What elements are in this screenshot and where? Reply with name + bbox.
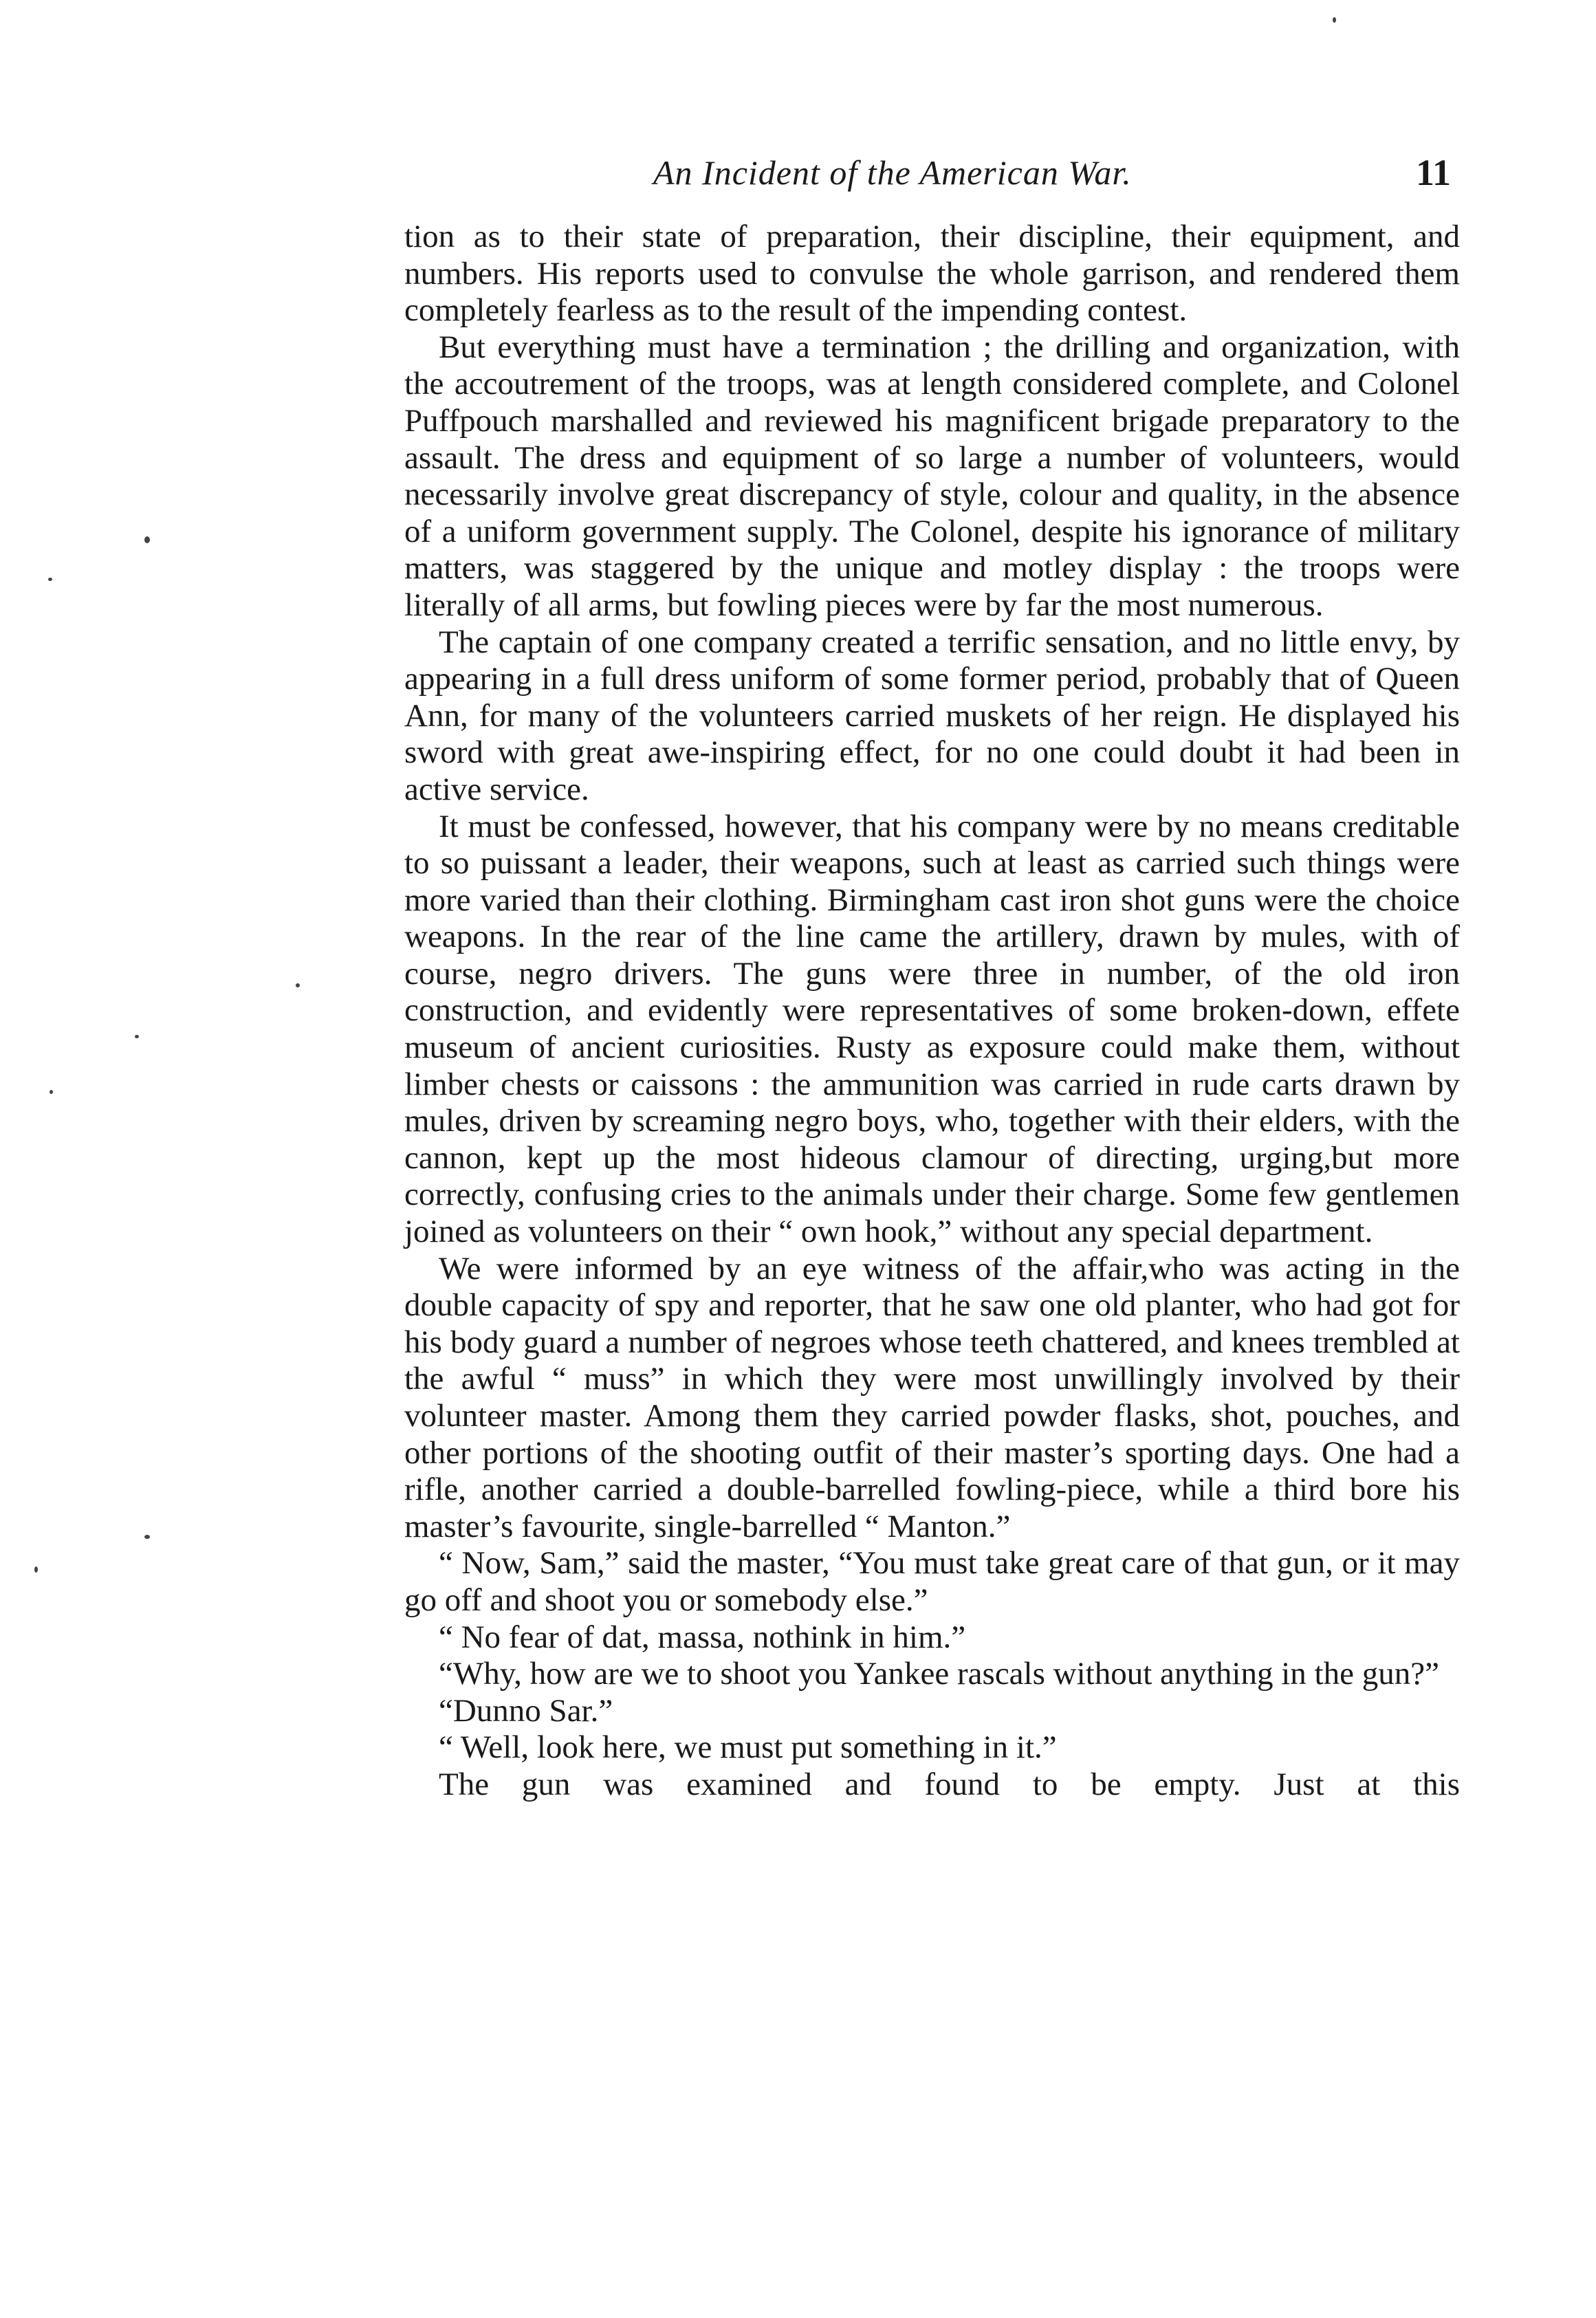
paragraph-1: tion as to their state of preparation, their discipline, their equipment, and numbers. His reports used to convulse the whole garrison, and rendered them completely fearless as to the result of the impending contest.	[404, 219, 1460, 329]
paragraph-3: The captain of one company created a terrific sensation, and no little envy, by appearing in a full dress uniform of some former period, probably that of Queen Ann, for many of the volunteers carried muskets of her reign. He displayed his sword with great awe-inspiring effect, for no one could doubt it had been in active service.	[404, 624, 1460, 807]
dialogue-line-3: “Why, how are we to shoot you Yankee rascals without anything in the gun?”	[439, 1656, 1439, 1692]
margin-speck	[135, 1035, 139, 1038]
margin-speck	[34, 1566, 38, 1573]
margin-speck	[48, 578, 52, 581]
margin-speck	[296, 983, 300, 987]
paragraph-2: But everything must have a termination ; the drilling and organization, with the accoutrement of the troops, was at length considered complete, and Colonel Puffpouch marshalled and reviewed his magnificent brigade preparatory to the assault. The dress and equipment of so large a number of volunteers, would necessarily involve great discrepancy of style, colour and quality, in the absence of a uniform government supply. The Colonel, despite his ignorance of military matters, was staggered by the unique and motley display : the troops were literally of all arms, but fowling pieces were by far the most numerous.	[404, 329, 1460, 623]
page-number: 11	[1415, 152, 1451, 193]
margin-speck	[50, 1090, 53, 1094]
paragraph-last: The gun was examined and found to be empty. Just at this	[439, 1766, 1460, 1802]
margin-speck	[1333, 17, 1336, 23]
dialogue-line-1: “ Now, Sam,” said the master, “You must take great care of that gun, or it may go off and shoot you or somebody else.”	[404, 1545, 1460, 1618]
dialogue-line-2: “ No fear of dat, massa, nothink in him.”	[439, 1619, 966, 1655]
running-head	[406, 144, 1458, 206]
margin-speck	[144, 536, 150, 543]
dialogue-line-5: “ Well, look here, we must put something in it.”	[439, 1729, 1057, 1766]
margin-speck	[144, 1535, 150, 1539]
body-text	[404, 219, 1460, 1804]
running-title: An Incident of the American War.	[653, 153, 1132, 192]
dialogue-line-4: “Dunno Sar.”	[439, 1692, 613, 1729]
paragraph-4: It must be confessed, however, that his company were by no means creditable to so puissant a leader, their weapons, such at least as carried such things were more varied than their clothing. Birmingham cast iron shot guns were the choice weapons. In the rear of the line came the artillery, drawn by mules, with of course, negro drivers. The guns were three in number, of the old iron construction, and evidently were representatives of some broken-down, effete museum of ancient curiosities. Rusty as exposure could make them, without limber chests or caissons : the ammunition was carried in rude carts drawn by mules, driven by screaming negro boys, who, together with their elders, with the cannon, kept up the most hideous clamour of directing, urging,but more correctly, confusing cries to the animals under their charge. Some few gentlemen joined as volunteers on their “ own hook,” without any special department.	[404, 808, 1460, 1250]
paragraph-5: We were informed by an eye witness of the affair,who was acting in the double capacity of spy and reporter, that he saw one old planter, who had got for his body guard a number of negroes whose teeth chattered, and knees trembled at the awful “ muss” in which they were most unwillingly involved by their volunteer master. Among them they carried powder flasks, shot, pouches, and other portions of the shooting outfit of their master’s sporting days. One had a rifle, another carried a double-barrelled fowling-piece, while a third bore his master’s favourite, single-barrelled “ Manton.”	[404, 1250, 1460, 1544]
